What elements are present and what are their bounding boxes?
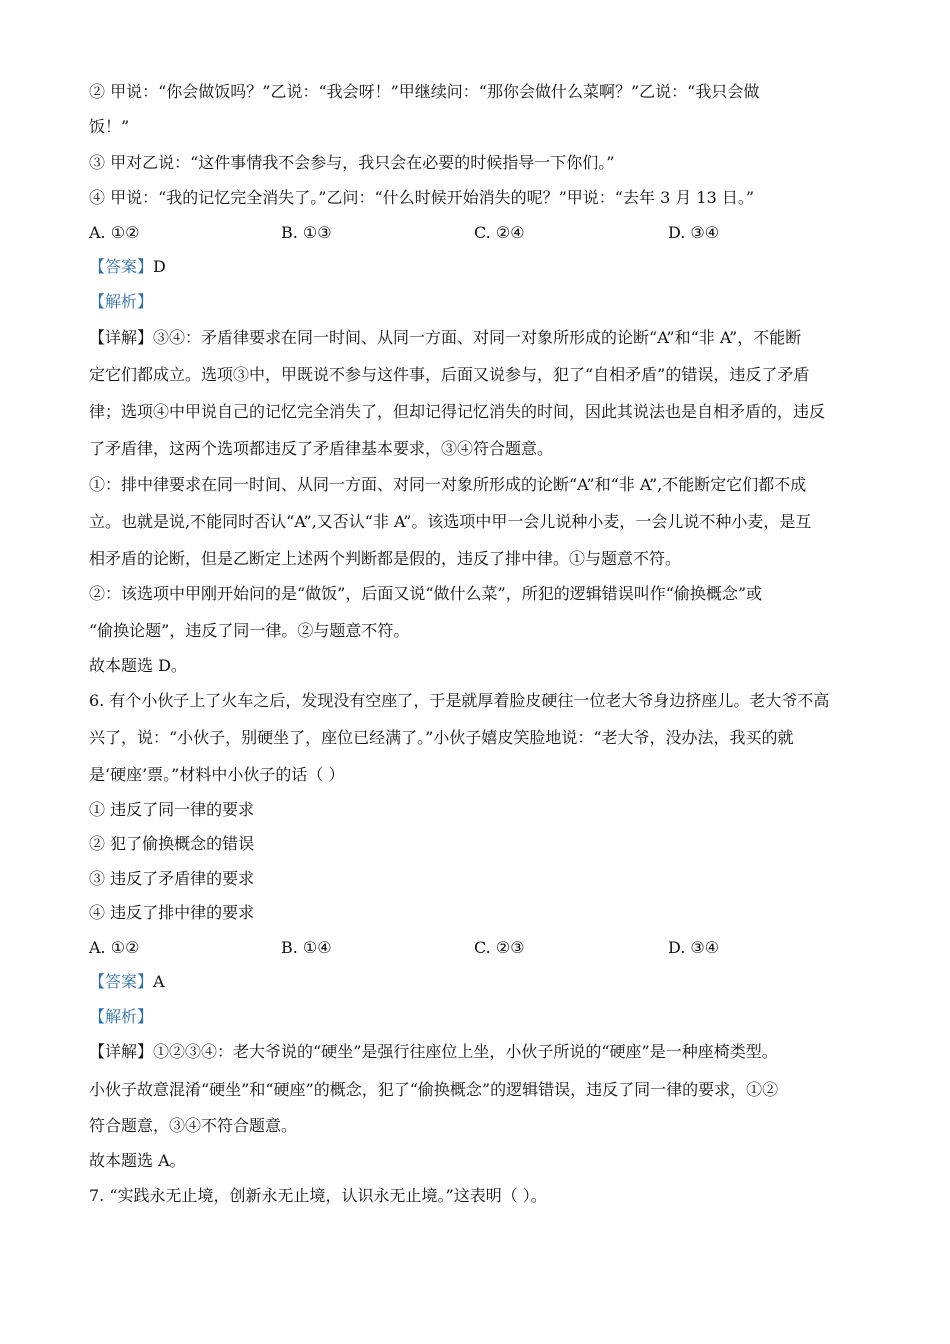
q5-answer — [89, 256, 166, 278]
answer-tag: 【答案】 — [89, 257, 154, 276]
q6-option-d: D. ③④ — [668, 938, 720, 957]
q6-option-a: A. ①② — [89, 938, 140, 957]
q5-detail-line-3: 律；选项④中甲说自己的记忆完全消失了，但却记得记忆消失的时间，因此其说法也是自相矛盾的，违反 — [89, 402, 826, 421]
q5-option-a: A. ①② — [89, 223, 140, 242]
q7-stem: 7. “实践永无止境，创新永无止境，认识永无止境。”这表明（ ）。 — [89, 1186, 547, 1205]
q5-point-2-line-2: “偷换论题”，违反了同一律。②与题意不符。 — [89, 621, 410, 640]
detail-text: ③④：矛盾律要求在同一时间、从同一方面、对同一对象所形成的论断“A”和“非 A”，不能断 — [153, 328, 802, 347]
q6-stem-line-2: 兴了，说：“小伙子，别硬坐了，座位已经满了。”小伙子嬉皮笑脸地说：“老大爷，没办法，我买的就 — [89, 728, 794, 747]
q6-analysis-tag: 【解析】 — [89, 1007, 154, 1026]
detail-text: ①②③④：老大爷说的“硬坐”是强行往座位上坐，小伙子所说的“硬座”是一种座椅类型。 — [153, 1042, 778, 1061]
answer-value: D — [153, 257, 166, 276]
q5-point-2-line-1: ②：该选项中甲刚开始问的是“做饭”，后面又说“做什么菜”，所犯的逻辑错误叫作“偷换概念”或 — [89, 584, 763, 603]
detail-tag: 【详解】 — [89, 1042, 154, 1061]
q5-item-4: ④ 甲说：“我的记忆完全消失了。”乙问：“什么时候开始消失的呢？”甲说：“去年 3 月 13 日。” — [89, 188, 755, 207]
q5-point-1-line-3: 相矛盾的论断，但是乙断定上述两个判断都是假的，违反了排中律。①与题意不符。 — [89, 549, 682, 568]
q5-analysis-tag: 【解析】 — [89, 292, 154, 311]
q6-option-b: B. ①④ — [281, 938, 332, 957]
q6-detail-line-3: 符合题意，③④不符合题意。 — [89, 1116, 298, 1135]
q5-detail-line-4: 了矛盾律，这两个选项都违反了矛盾律基本要求，③④符合题意。 — [89, 439, 554, 458]
q5-detail-line-2: 定它们都成立。选项③中，甲既说不参与这件事，后面又说参与，犯了“自相矛盾”的错误，违反了矛盾 — [89, 365, 810, 384]
q6-conclusion: 故本题选 A。 — [89, 1151, 186, 1170]
q6-item-2: ② 犯了偷换概念的错误 — [89, 834, 255, 853]
q6-item-1: ① 违反了同一律的要求 — [89, 800, 255, 819]
q6-stem-line-1: 6. 有个小伙子上了火车之后，发现没有空座了，于是就厚着脸皮硬往一位老大爷身边挤座儿。老大爷不高 — [89, 691, 830, 710]
q6-answer — [89, 971, 165, 993]
q6-stem-line-3: 是‘硬座’票。”材料中小伙子的话（ ） — [89, 765, 345, 784]
q6-item-4: ④ 违反了排中律的要求 — [89, 903, 255, 922]
q5-point-1-line-1: ①：排中律要求在同一时间、从同一方面、对同一对象所形成的论断“A”和“非 A”,不能断定它们都不成 — [89, 475, 807, 494]
q6-option-c: C. ②③ — [474, 938, 525, 957]
q6-detail-line-1 — [89, 1041, 778, 1063]
q6-item-3: ③ 违反了矛盾律的要求 — [89, 869, 255, 888]
q5-point-1-line-2: 立。也就是说,不能同时否认“A”,又否认“非 A”。该选项中甲一会儿说种小麦，一会儿说不种小麦，是互 — [89, 512, 812, 531]
q5-conclusion: 故本题选 D。 — [89, 656, 187, 675]
q5-option-c: C. ②④ — [474, 223, 525, 242]
q5-option-b: B. ①③ — [281, 223, 332, 242]
answer-tag: 【答案】 — [89, 972, 154, 991]
q5-item-2-line-2: 饭！” — [89, 117, 130, 136]
detail-tag: 【详解】 — [89, 328, 154, 347]
q5-item-3: ③ 甲对乙说：“这件事情我不会参与，我只会在必要的时候指导一下你们。” — [89, 153, 615, 172]
q5-item-2-line-1: ② 甲说：“你会做饭吗？”乙说：“我会呀！”甲继续问：“那你会做什么菜啊？”乙说：“我只会做 — [89, 82, 760, 101]
q6-detail-line-2: 小伙子故意混淆“硬坐”和“硬座”的概念，犯了“偷换概念”的逻辑错误，违反了同一律的要求，①② — [89, 1080, 779, 1099]
q5-detail-line-1 — [89, 327, 801, 349]
q5-option-d: D. ③④ — [668, 223, 720, 242]
answer-value: A — [153, 972, 165, 991]
